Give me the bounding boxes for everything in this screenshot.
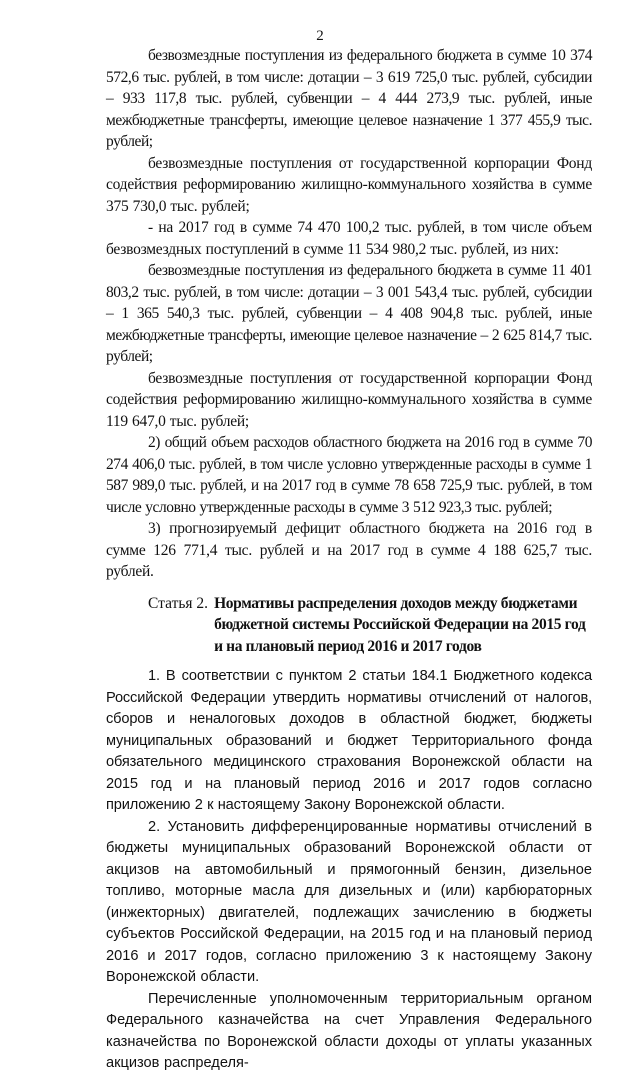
paragraph-federal-transfers-2016: безвозмездные поступления из федерального бюджета в сумме 10 374 572,6 тыс. рублей, в том числе: дотации – 3 619 725,0 тыс. рублей, субсидии – 933 117,8 тыс. рублей, субвенции – 4 444 273,9 тыс. рублей, иные межбюджетные трансферты, имеющие целевое назначение 1 377 455,9 тыс. рублей; [106,47,592,150]
paragraph-clause-1: 1. В соответствии с пунктом 2 статьи 184.1 Бюджетного кодекса Российской Федерации утвердить нормативы отчислений от налогов, сборов и неналоговых доходов в областной бюджет, бюджеты муниципальных образований и бюджет Территориального фонда обязательного медицинского страхования Воронежской области на 2015 год и на плановый период 2016 и 2017 годов согласно приложению 2 к настоящему Закону Воронежской области. [106,668,592,813]
paragraph-housing-fund-2017: безвозмездные поступления от государственной корпорации Фонд содействия реформированию жилищно-коммунального хозяйства в сумме 119 647,0 тыс. рублей; [106,369,592,430]
paragraph-federal-transfers-2017: безвозмездные поступления из федерального бюджета в сумме 11 401 803,2 тыс. рублей, в том числе: дотации – 3 001 543,4 тыс. рублей, субсидии – 1 365 540,3 тыс. рублей, субвенции – 4 408 904,8 тыс. рублей, иные межбюджетные трансферты, имеющие целевое назначение – 2 625 814,7 тыс. рублей; [106,262,592,365]
paragraph-income-2017: - на 2017 год в сумме 74 470 100,2 тыс. рублей, в том числе объем безвозмездных поступлений в сумме 11 534 980,2 тыс. рублей, из них: [106,219,592,258]
paragraph-expenses: 2) общий объем расходов областного бюджета на 2016 год в сумме 70 274 406,0 тыс. рублей, в том числе условно утвержденные расходы в сумме 1 587 989,0 тыс. рублей, и на 2017 год в сумме 78 658 725,9 тыс. рублей, в том числе условно утвержденные расходы в сумме 3 512 923,3 тыс. рублей; [106,434,592,516]
paragraph-clause-2: 2. Установить дифференцированные нормативы отчислений в бюджеты муниципальных образований Воронежской области от акцизов на автомобильный и прямогонный бензин, дизельное топливо, моторные масла для дизельных и (или) карбюраторных (инжекторных) двигателей, подлежащих зачислению в бюджеты субъектов Российской Федерации, на 2015 год и на плановый период 2016 и 2017 годов, согласно приложению 3 к настоящему Закону Воронежской области. [106,818,592,985]
article-title: Нормативы распределения доходов между бюджетами бюджетной системы Российской Федерации на 2015 год и на плановый период 2016 и 2017 годов [214,594,586,655]
article-heading [106,593,592,658]
page-number: 2 [316,28,324,44]
paragraph-housing-fund-2016: безвозмездные поступления от государственной корпорации Фонд содействия реформированию жилищно-коммунального хозяйства в сумме 375 730,0 тыс. рублей; [106,154,592,215]
paragraph-deficit: 3) прогнозируемый дефицит областного бюджета на 2016 год в сумме 126 771,4 тыс. рублей и на 2017 год в сумме 4 188 625,7 тыс. рублей. [106,520,592,580]
paragraph-treasury: Перечисленные уполномоченным территориальным органом Федерального казначейства на счет Управления Федерального казначейства по Воронежской области доходы от уплаты указанных акцизов распределя- [106,990,592,1071]
document-body [106,45,592,1075]
article-label: Статья 2. [148,594,209,612]
